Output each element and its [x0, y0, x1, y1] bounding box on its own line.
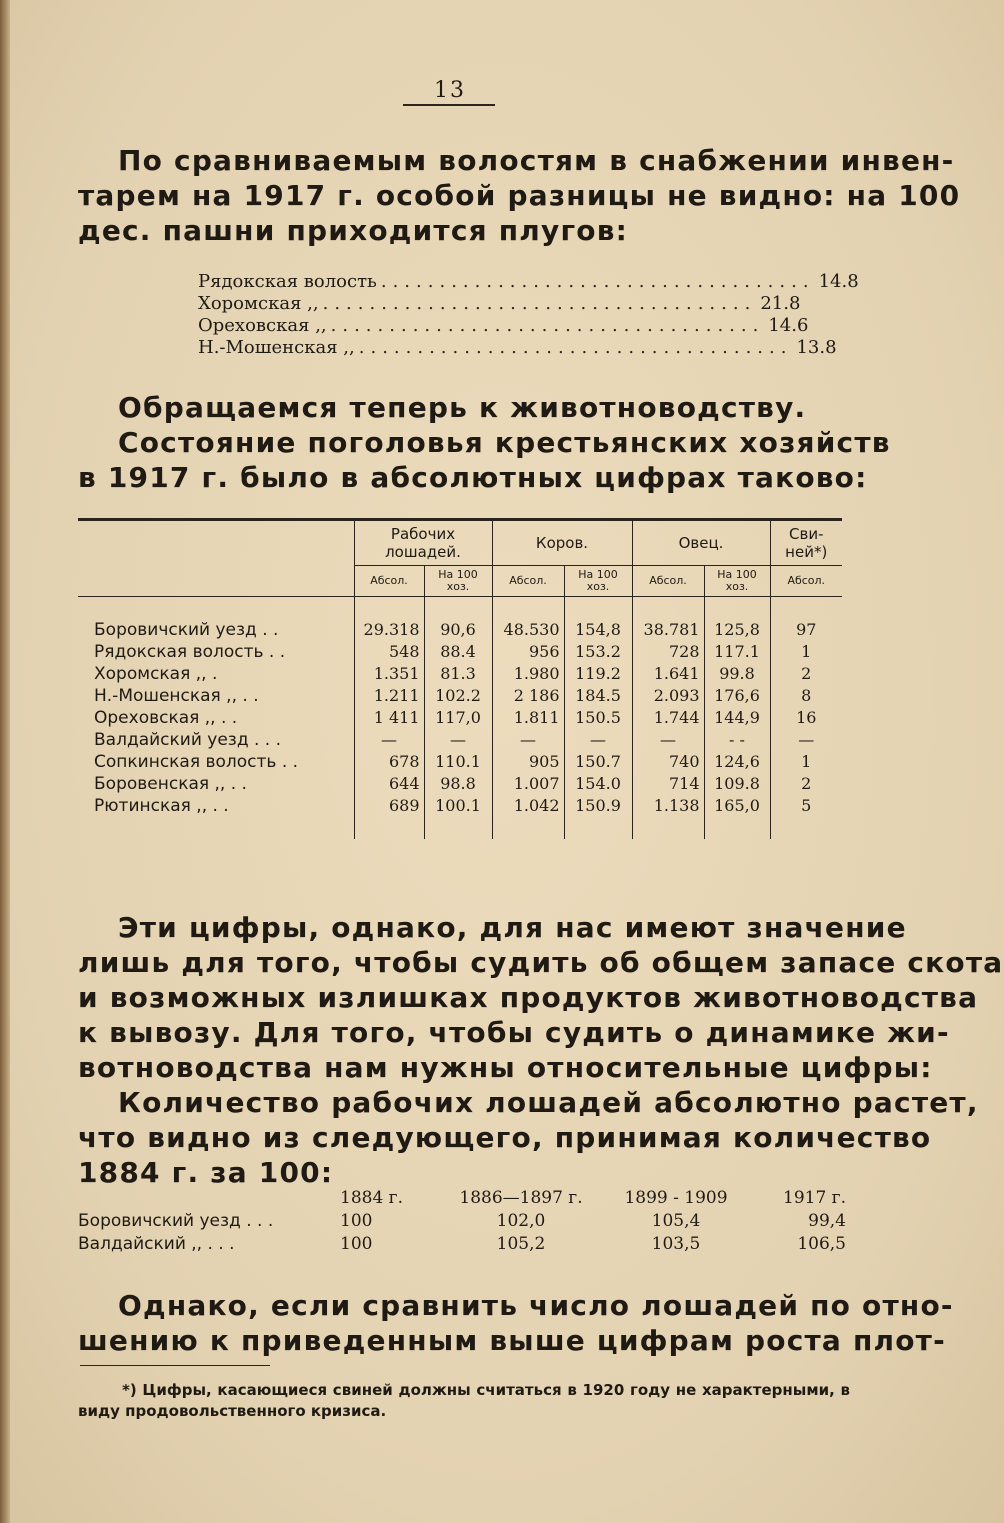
text-line: что видно из следующего, принимая количество: [78, 1121, 932, 1154]
text-line: к вывозу. Для того, чтобы судить о динамике жи-: [78, 1016, 950, 1049]
table-row: Боровенская ,, . . 644 98.8 1.007 154.0 714 109.8 2: [78, 773, 842, 795]
subheader-abs: Абсол.: [492, 566, 564, 597]
column-header: 1886—1897 г.: [459, 1188, 583, 1208]
subheader-per100: На 100 хоз.: [704, 566, 770, 597]
group-header-pigs: Сви- ней*): [770, 520, 842, 566]
table-row: Ореховская ,, . . 1 411 117,0 1.811 150.5 1.744 144,9 16: [78, 707, 842, 729]
paragraph-inventory: [78, 143, 961, 248]
footnote-rule: [80, 1365, 270, 1366]
table-row: Рядокская волость . . 548 88.4 956 153.2 728 117.1 1: [78, 641, 842, 663]
text-line: тарем на 1917 г. особой разницы не видно: на 100: [78, 179, 961, 212]
group-header-horses: Рабочих лошадей.: [354, 520, 492, 566]
group-header-cows: Коров.: [492, 520, 632, 566]
text-line: Обращаемся теперь к животноводству.: [118, 391, 807, 424]
plow-value: 14.8: [818, 271, 859, 292]
text-line: Эти цифры, однако, для нас имеют значение: [118, 911, 907, 944]
plows-list: [198, 271, 859, 359]
subheader-abs: Абсол.: [632, 566, 704, 597]
plow-value: 13.8: [796, 337, 837, 358]
footnote: *) Цифры, касающиеся свиней должны считаться в 1920 году не характерными, в виду продовольственного кризиса.: [78, 1381, 850, 1420]
list-item: Хоромская ,, ..................................... 21.8: [198, 293, 801, 314]
table-row: Боровичский уезд . . . 100 102,0 105,4 99,4: [78, 1211, 846, 1231]
table-row: Н.-Мошенская ,, . . 1.211 102.2 2 186 184.5 2.093 176,6 8: [78, 685, 842, 707]
list-item: Ореховская ,, ..................................... 14.6: [198, 315, 809, 336]
subheader-per100: На 100 хоз.: [424, 566, 492, 597]
index-header-row: [78, 1188, 848, 1211]
group-header-sheep: Овец.: [632, 520, 770, 566]
district-name: Рядокская волость: [198, 271, 377, 292]
table-row: Хоромская ,, . 1.351 81.3 1.980 119.2 1.641 99.8 2: [78, 663, 842, 685]
page-edge: [0, 0, 10, 1523]
table-row: Сопкинская волость . . 678 110.1 905 150.7 740 124,6 1: [78, 751, 842, 773]
district-name: Хоромская ,,: [198, 293, 319, 314]
page-number: 13: [434, 78, 466, 103]
column-header: 1899 - 1909: [624, 1188, 728, 1208]
text-line: дес. пашни приходится плугов:: [78, 214, 629, 247]
paragraph-livestock: [78, 390, 891, 495]
district-name: Н.-Мошенская ,,: [198, 337, 355, 358]
subheader-abs: Абсол.: [354, 566, 424, 597]
row-header-empty: [78, 520, 354, 597]
table-row: Валдайский уезд . . . — — — — — - - —: [78, 729, 842, 751]
text-line: и возможных излишках продуктов животноводства: [78, 981, 979, 1014]
page-number-rule: [403, 104, 495, 106]
plow-value: 21.8: [760, 293, 801, 314]
horse-index-table: [78, 1188, 848, 1257]
subheader-abs: Абсол.: [770, 566, 842, 597]
column-header: 1884 г.: [340, 1188, 403, 1208]
text-line: лишь для того, чтобы судить об общем запасе скота: [78, 946, 1004, 979]
table-row: Боровичский уезд . . 29.318 90,6 48.530 154,8 38.781 125,8 97: [78, 619, 842, 641]
text-line: 1884 г. за 100:: [78, 1156, 334, 1189]
subheader-per100: На 100 хоз.: [564, 566, 632, 597]
column-header: 1917 г.: [783, 1188, 846, 1208]
text-line: в 1917 г. было в абсолютных цифрах таково:: [78, 461, 868, 494]
district-name: Ореховская ,,: [198, 315, 327, 336]
paragraph-comparison: [78, 1288, 954, 1358]
text-line: шению к приведенным выше цифрам роста плот-: [78, 1324, 946, 1357]
list-item: Рядокская волость ..................................... 14.8: [198, 271, 859, 292]
text-line: Количество рабочих лошадей абсолютно растет,: [118, 1086, 979, 1119]
table-row: Валдайский ,, . . . 100 105,2 103,5 106,5: [78, 1234, 846, 1254]
livestock-table: [78, 518, 842, 839]
plow-value: 14.6: [768, 315, 809, 336]
text-line: вотноводства нам нужны относительные цифры:: [78, 1051, 933, 1084]
text-line: Состояние поголовья крестьянских хозяйств: [118, 426, 891, 459]
text-line: По сравниваемым волостям в снабжении инвен-: [118, 144, 955, 177]
text-line: Однако, если сравнить число лошадей по отно-: [118, 1289, 954, 1322]
list-item: Н.-Мошенская ,, ..................................... 13.8: [198, 337, 837, 358]
table-row: Рютинская ,, . . 689 100.1 1.042 150.9 1.138 165,0 5: [78, 795, 842, 817]
paragraph-dynamics: [78, 910, 1004, 1190]
